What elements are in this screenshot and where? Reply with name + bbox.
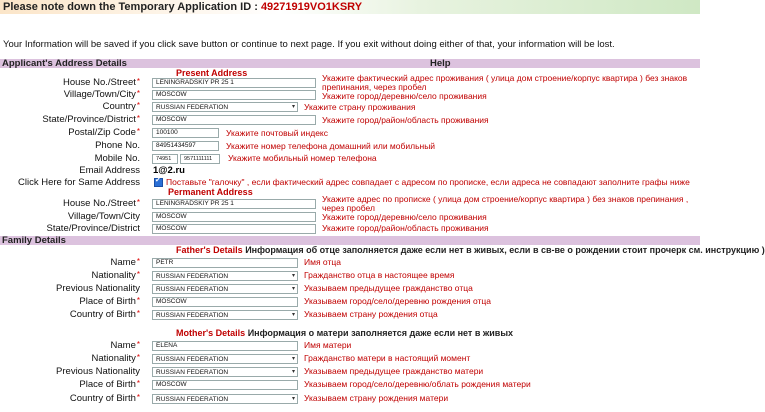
village-label: Village/Town/City* <box>63 89 140 100</box>
village-input[interactable] <box>152 90 316 100</box>
chevron-down-icon: ▾ <box>291 312 295 318</box>
mother-cob-label: Country of Birth* <box>69 393 140 404</box>
perm-state-label: State/Province/District <box>46 223 140 234</box>
perm-village-label: Village/Town/City <box>67 211 140 222</box>
mobile-label: Mobile No. <box>94 153 140 164</box>
same-address-label: Click Here for Same Address <box>18 177 140 188</box>
permanent-address-title: Permanent Address <box>168 187 253 197</box>
same-address-checkbox[interactable] <box>154 178 163 187</box>
mother-name-input[interactable] <box>152 341 298 351</box>
house-input[interactable] <box>152 78 316 88</box>
phone-help: Укажите номер телефона домашний или мобильный <box>226 141 436 151</box>
father-name-input[interactable] <box>152 258 298 268</box>
postal-label: Postal/Zip Code* <box>68 127 140 138</box>
perm-house-label: House No./Street* <box>63 198 140 209</box>
address-section-title: Applicant's Address Details <box>2 58 127 69</box>
mother-prev-nat-label: Previous Nationality <box>56 366 140 377</box>
state-input[interactable] <box>152 115 316 125</box>
perm-house-input[interactable] <box>152 199 316 209</box>
mobile-number-input[interactable] <box>180 154 220 164</box>
chevron-down-icon: ▾ <box>291 356 295 362</box>
mother-cob-select[interactable]: RUSSIAN FEDERATION ▾ <box>152 394 298 404</box>
mother-cob-help: Указываем страну рождения матери <box>304 393 449 403</box>
address-section-bar <box>0 59 700 68</box>
perm-state-input[interactable] <box>152 224 316 234</box>
state-label: State/Province/District* <box>42 114 140 125</box>
father-nationality-label: Nationality* <box>91 270 140 281</box>
help-title: Help <box>430 58 451 69</box>
mother-pob-help: Указываем город/село/деревню/облать рождения матери <box>304 379 531 389</box>
present-address-title: Present Address <box>176 68 248 78</box>
state-help: Укажите город/район/область проживания <box>322 115 489 125</box>
father-cob-help: Указываем страну рождения отца <box>304 309 438 319</box>
mobile-code-input[interactable] <box>152 154 178 164</box>
temp-app-id-note: Please note down the Temporary Application ID : 49271919VO1KSRY <box>3 1 363 13</box>
father-pob-help: Указываем город/село/деревню рождения отца <box>304 296 491 306</box>
father-prev-nat-select[interactable]: RUSSIAN FEDERATION ▾ <box>152 284 298 294</box>
father-details-title: Father's Details Информация об отце заполняется даже если нет в живых, если в св-ве о рождении стоит прочерк см. инструкцию ) <box>176 245 765 255</box>
father-pob-label: Place of Birth* <box>79 296 140 307</box>
perm-state-help: Укажите город/район/область проживания <box>322 223 489 233</box>
chevron-down-icon: ▾ <box>291 286 295 292</box>
village-help: Укажите город/деревню/село проживания <box>322 91 487 101</box>
father-cob-label: Country of Birth* <box>69 309 140 320</box>
mother-pob-label: Place of Birth* <box>79 379 140 390</box>
family-section-title: Family Details <box>2 235 66 246</box>
mother-name-label: Name* <box>110 340 140 351</box>
perm-village-help: Укажите город/деревню/село проживания <box>322 212 487 222</box>
postal-input[interactable] <box>152 128 219 138</box>
mother-details-title: Mother's Details Информация о матери заполняется даже если нет в живых <box>176 328 514 338</box>
temp-app-id: 49271919VO1KSRY <box>260 1 363 13</box>
chevron-down-icon: ▾ <box>291 104 295 110</box>
phone-input[interactable] <box>152 141 219 151</box>
country-label: Country* <box>102 101 140 112</box>
country-select[interactable]: RUSSIAN FEDERATION ▾ <box>152 102 298 112</box>
same-address-help: Поставьте "галочку" , если фактический адрес совпадает с адресом по прописке, если адреса не совпадают заполните графы ниже <box>166 177 690 187</box>
father-pob-input[interactable] <box>152 297 298 307</box>
chevron-down-icon: ▾ <box>291 396 295 402</box>
chevron-down-icon: ▾ <box>291 273 295 279</box>
house-label: House No./Street* <box>63 77 140 88</box>
mother-nationality-label: Nationality* <box>91 353 140 364</box>
mother-prev-nat-help: Указываем предыдущее гражданство матери <box>304 366 484 376</box>
phone-label: Phone No. <box>95 140 140 151</box>
mother-nationality-select[interactable]: RUSSIAN FEDERATION ▾ <box>152 354 298 364</box>
postal-help: Укажите почтовый индекс <box>226 128 328 138</box>
father-nationality-select[interactable]: RUSSIAN FEDERATION ▾ <box>152 271 298 281</box>
save-info-text: Your Information will be saved if you click save button or continue to next page. If you exit without doing either of that, your information will be lost. <box>3 39 615 50</box>
email-value: 1@2.ru <box>153 165 185 176</box>
mother-name-help: Имя матери <box>304 340 352 350</box>
father-prev-nat-label: Previous Nationality <box>56 283 140 294</box>
father-cob-select[interactable]: RUSSIAN FEDERATION ▾ <box>152 310 298 320</box>
father-nationality-help: Гражданство отца в настоящее время <box>304 270 455 280</box>
chevron-down-icon: ▾ <box>291 369 295 375</box>
mother-pob-input[interactable] <box>152 380 298 390</box>
perm-village-input[interactable] <box>152 212 316 222</box>
perm-house-help: Укажите адрес по прописке ( улица дом строение/корпус квартира ) без знаков препинания , через пробел <box>322 194 689 213</box>
mother-nationality-help: Гражданство матери в настоящий момент <box>304 353 471 363</box>
father-prev-nat-help: Указываем предыдущее гражданство отца <box>304 283 473 293</box>
mother-prev-nat-select[interactable]: RUSSIAN FEDERATION ▾ <box>152 367 298 377</box>
father-name-label: Name* <box>110 257 140 268</box>
father-name-help: Имя отца <box>304 257 341 267</box>
family-section-bar <box>0 236 700 245</box>
mobile-help: Укажите мобильный номер телефона <box>228 153 377 163</box>
country-help: Укажите страну проживания <box>304 102 416 112</box>
email-label: Email Address <box>79 165 140 176</box>
house-help: Укажите фактический адрес проживания ( улица дом строение/корпус квартира ) без знаков препинания, через пробел <box>322 73 688 92</box>
